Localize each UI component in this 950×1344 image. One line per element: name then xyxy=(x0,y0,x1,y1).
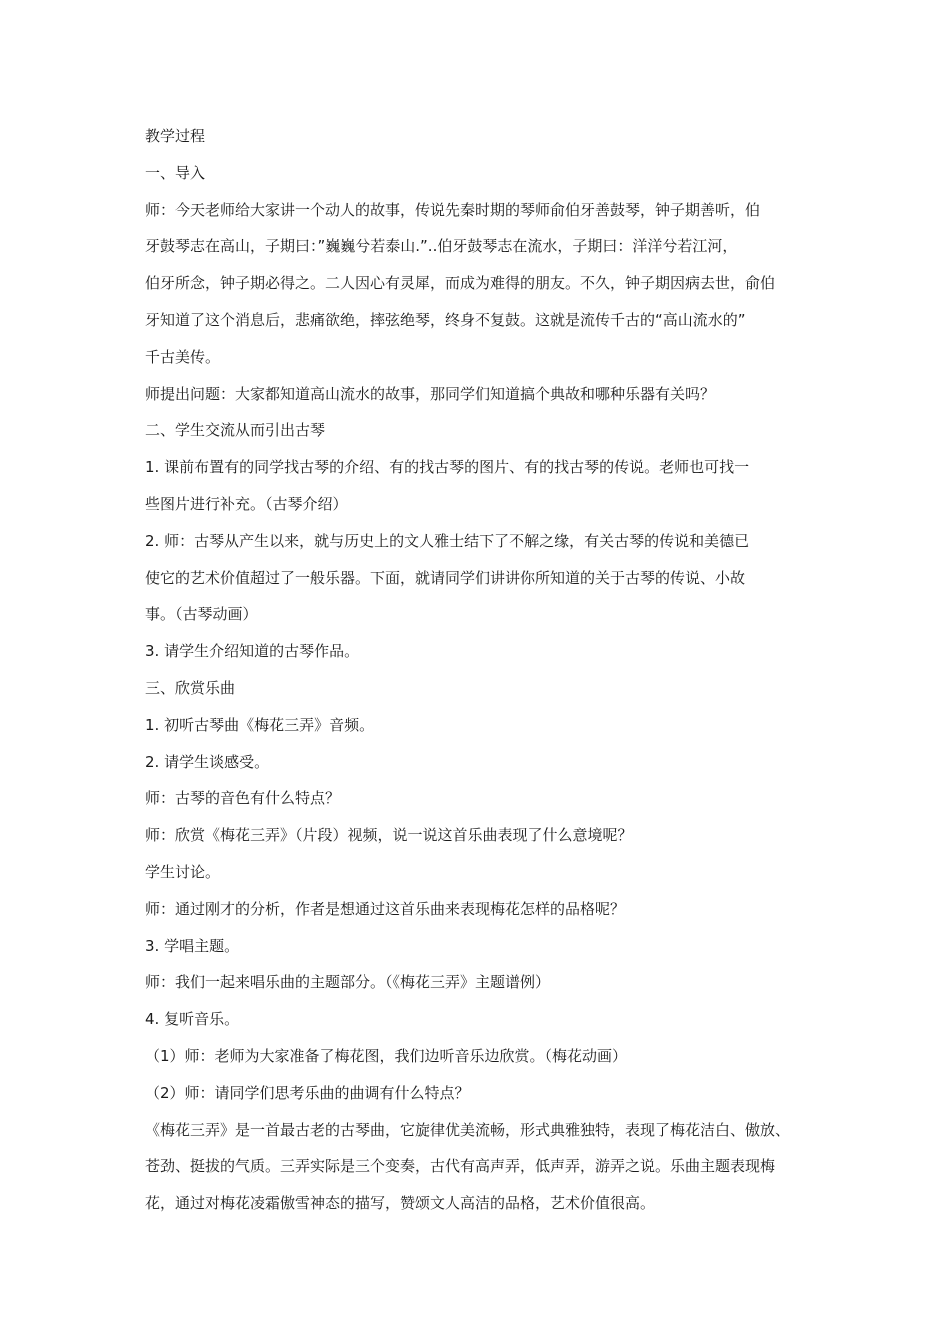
paragraph-line: 师：欣赏《梅花三弄》（片段）视频，说一说这首乐曲表现了什么意境呢？ xyxy=(145,826,633,845)
paragraph-line: 1. 初听古琴曲《梅花三弄》音频。 xyxy=(145,715,375,734)
paragraph-line: 2. 请学生谈感受。 xyxy=(145,752,270,771)
paragraph-line: 1. 课前布置有的同学找古琴的介绍、有的找古琴的图片、有的找古琴的传说。老师也可找一 xyxy=(145,458,750,477)
paragraph-line: 学生讨论。 xyxy=(145,862,221,881)
paragraph-line: （2）师：请同学们思考乐曲的曲调有什么特点？ xyxy=(145,1083,470,1102)
paragraph-line: 3. 请学生介绍知道的古琴作品。 xyxy=(145,642,360,661)
section-heading: 一、导入 xyxy=(145,163,206,182)
paragraph-line: 3. 学唱主题。 xyxy=(145,936,240,955)
paragraph-line: 牙知道了这个消息后，悲痛欲绝，摔弦绝琴，终身不复鼓。这就是流传千古的“高山流水的” xyxy=(145,310,746,329)
paragraph-line: 2. 师：古琴从产生以来，就与历史上的文人雅士结下了不解之缘，有关古琴的传说和美德已 xyxy=(145,531,750,550)
paragraph-line: 师：今天老师给大家讲一个动人的故事，传说先秦时期的琴师俞伯牙善鼓琴，钟子期善听，伯 xyxy=(145,200,761,219)
section-heading: 教学过程 xyxy=(145,127,206,145)
paragraph-line: 些图片进行补充。（古琴介绍） xyxy=(145,494,348,513)
document-body xyxy=(145,124,825,1228)
section-heading: 二、学生交流从而引出古琴 xyxy=(145,421,326,440)
paragraph-line: 师：通过刚才的分析，作者是想通过这首乐曲来表现梅花怎样的品格呢？ xyxy=(145,899,626,918)
paragraph-line: 花，通过对梅花凌霜傲雪神态的描写，赞颂文人高洁的品格，艺术价值很高。 xyxy=(145,1194,656,1213)
paragraph-line: 千古美传。 xyxy=(145,347,221,366)
paragraph-line: 伯牙所念，钟子期必得之。二人因心有灵犀，而成为难得的朋友。不久，钟子期因病去世，俞伯 xyxy=(145,274,776,293)
section-heading: 三、欣赏乐曲 xyxy=(145,678,236,697)
paragraph-line: 4. 复听音乐。 xyxy=(145,1010,240,1029)
paragraph-line: 师：古琴的音色有什么特点？ xyxy=(145,789,341,808)
paragraph-line: （1）师：老师为大家准备了梅花图，我们边听音乐边欣赏。（梅花动画） xyxy=(145,1046,628,1065)
paragraph-line: 《梅花三弄》是一首最古老的古琴曲，它旋律优美流畅，形式典雅独特，表现了梅花洁白、傲放、 xyxy=(145,1120,791,1139)
paragraph-line: 使它的艺术价值超过了一般乐器。下面，就请同学们讲讲你所知道的关于古琴的传说、小故 xyxy=(145,568,746,587)
paragraph-line: 事。（古琴动画） xyxy=(145,605,258,624)
paragraph-line: 师提出问题：大家都知道高山流水的故事，那同学们知道搞个典故和哪种乐器有关吗？ xyxy=(145,384,716,403)
paragraph-line: 师：我们一起来唱乐曲的主题部分。（《梅花三弄》主题谱例） xyxy=(145,973,551,992)
paragraph-line: 牙鼓琴志在高山，子期曰：”巍巍兮若泰山.”..伯牙鼓琴志在流水，子期曰：洋洋兮若江河， xyxy=(145,237,738,256)
paragraph-line: 苍劲、挺拔的气质。三弄实际是三个变奏，古代有高声弄，低声弄，游弄之说。乐曲主题表现梅 xyxy=(145,1157,776,1176)
